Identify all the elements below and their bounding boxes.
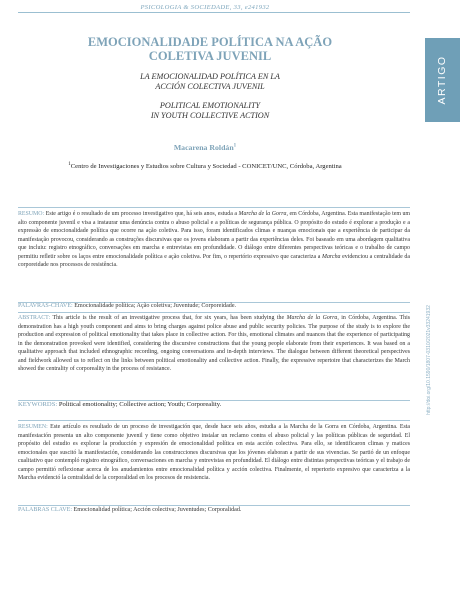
spanish-title-line-1: LA EMOCIONALIDAD POLÍTICA EN LA xyxy=(140,72,280,81)
abstract-divider xyxy=(18,312,410,313)
resumo-keywords-label: PALAVRAS-CHAVE: xyxy=(18,303,73,309)
resumo-paragraph xyxy=(18,210,410,270)
abstract-text-1: This article is the result of an investigative process that, for six years, has been studying the xyxy=(50,315,287,321)
resumo-label: RESUMO: xyxy=(18,211,45,217)
resumo-italic-1: Marcha de la Gorra xyxy=(238,211,287,217)
spanish-title-line-2: ACCIÓN COLECTIVA JUVENIL xyxy=(155,82,265,91)
affiliation-footnote-mark: 1 xyxy=(68,162,71,167)
resumo-keywords xyxy=(18,303,410,309)
abstract-text-2: , in Córdoba, Argentina. This demonstration has a high youth component and aims to bring charges against police abuse and public security policies. The purpose of the study is to explore the production and expression of political emotionality that takes place in collective action. For this, emotional climates and nuances that the experience of participating in the demonstration provoked were identified, considering the discursive constructions that the young people elaborate from their experiences. It was based on a qualitative approach that included ethnographic recording, ongoing conversations and in-depth interviews. The dialogue between different theoretical perspectives and fieldwork allowed us to reflect on the links between political emotionality and collective action. Finally, the expressive repertoire that characterizes the March showed the centrality of corporeality in the process of resistance. xyxy=(18,315,410,372)
resumen-keywords-text: Emocionalidad política; Acción colectiva; Juventudes; Corporalidad. xyxy=(72,507,242,513)
english-title xyxy=(80,101,340,121)
journal-header: PSICOLOGIA & SOCIEDADE, 33, e241932 xyxy=(140,4,270,11)
author-name xyxy=(0,143,410,152)
article-title: EMOCIONALIDADE POLÍTICA NA AÇÃO COLETIVA JUVENIL xyxy=(87,35,333,63)
abstract-keywords-label: KEYWORDS: xyxy=(18,401,58,408)
resumo-divider xyxy=(18,207,410,208)
resumo-text-1: Este artigo é o resultado de um processo investigativo que, há seis anos, estuda a xyxy=(44,211,239,217)
resumen-text: Este artículo es resultado de un proceso de investigación que, desde hace seis años, estudia a la Marcha de la Gorra en Córdoba, Argentina. Esta manifestación presenta un alto componente juvenil y tiene como objetivo instalar un reclamo contra el abuso policial y las políticas públicas de seguridad. El propósito del estudio es explorar la producción y expresión de emocionalidad política en esta acción colectiva. Para ello, se identificaron climas y matices emocionales que suscitó la manifestación, considerando las construcciones discursivas que los jóvenes elaboran a partir de sus vivencias. Se partió de un enfoque cualitativo que contempló registro etnográfico, conversaciones en marcha y entrevistas en profundidad. El diálogo entre distintas perspectivas teóricas y el trabajo de campo permitió reflexionar acerca de los anudamientos entre emocionalidad política y acción colectiva. Finalmente, el repertorio expresivo que caracteriza a la Marcha evidenció la centralidad de la corporalidad en los procesos de resistencia. xyxy=(18,424,410,481)
abstract-italic: Marcha de la Gorra xyxy=(286,315,338,321)
spanish-title xyxy=(80,72,340,92)
english-title-line-1: POLITICAL EMOTIONALITY xyxy=(159,101,261,110)
resumen-divider xyxy=(18,420,410,421)
abstract-keywords-text: Political emotionality; Collective action; Youth; Corporeality. xyxy=(57,401,222,408)
author-footnote-mark: 1 xyxy=(233,143,237,149)
resumo-keywords-text: Emocionalidade política; Ação coletiva; Juventude; Corporeidade. xyxy=(72,303,237,309)
section-tab-label: ARTIGO xyxy=(436,55,448,105)
author-name-text: Macarena Roldán xyxy=(173,143,234,152)
resumen-label: RESUMEN: xyxy=(18,424,48,430)
english-title-line-2: IN YOUTH COLLECTIVE ACTION xyxy=(150,111,270,120)
resumen-keywords-label: PALABRAS CLAVE: xyxy=(18,507,73,513)
header-divider xyxy=(18,12,410,13)
abstract-keywords xyxy=(18,401,410,408)
doi-link[interactable]: http://doi.org/10.1590/1807-0310/2021v33241932 xyxy=(426,305,432,415)
abstract-label: ABSTRACT: xyxy=(18,315,51,321)
resumo-text-2: , em Córdoba, Argentina. Esta manifestação tem um alto componente juvenil e visa a instaurar uma denúncia contra o abuso policial e a políticas de segurança pública. O propósito do estudo é explorar a produção e a expressão de emocionalidade política que ocorre na ação coletiva. Para isso, foram identificados climas e nuanças emocionais que a experiência de participar da manifestação provocou, considerando as construções discursivas que os jovens elaboram a partir das experiências deles. Foi baseado em uma abordagem qualitativa que incluiu: registro etnográfico, conversações em marcha e entrevistas em profundidade. O diálogo entre diferentes perspectivas teóricas e o trabalho de campo permitiu refletir sobre os laços entre emocionalidade política e ação coletiva. Por fim, o repertório expressivo que caracteriza a xyxy=(18,211,410,260)
resumen-keywords xyxy=(18,507,410,513)
author-affiliation xyxy=(0,162,410,170)
resumen-kw-divider xyxy=(18,505,410,506)
affiliation-text: Centro de Investigaciones y Estudios sobre Cultura y Sociedad - CONICET/UNC, Córdoba, Argentina xyxy=(70,163,342,171)
abstract-paragraph xyxy=(18,314,410,374)
resumo-italic-2: Marcha xyxy=(322,253,341,260)
resumo-text-3: evidenciou a centralidade da corporeidade nos processos de resistência. xyxy=(18,253,410,268)
resumen-paragraph xyxy=(18,423,410,483)
